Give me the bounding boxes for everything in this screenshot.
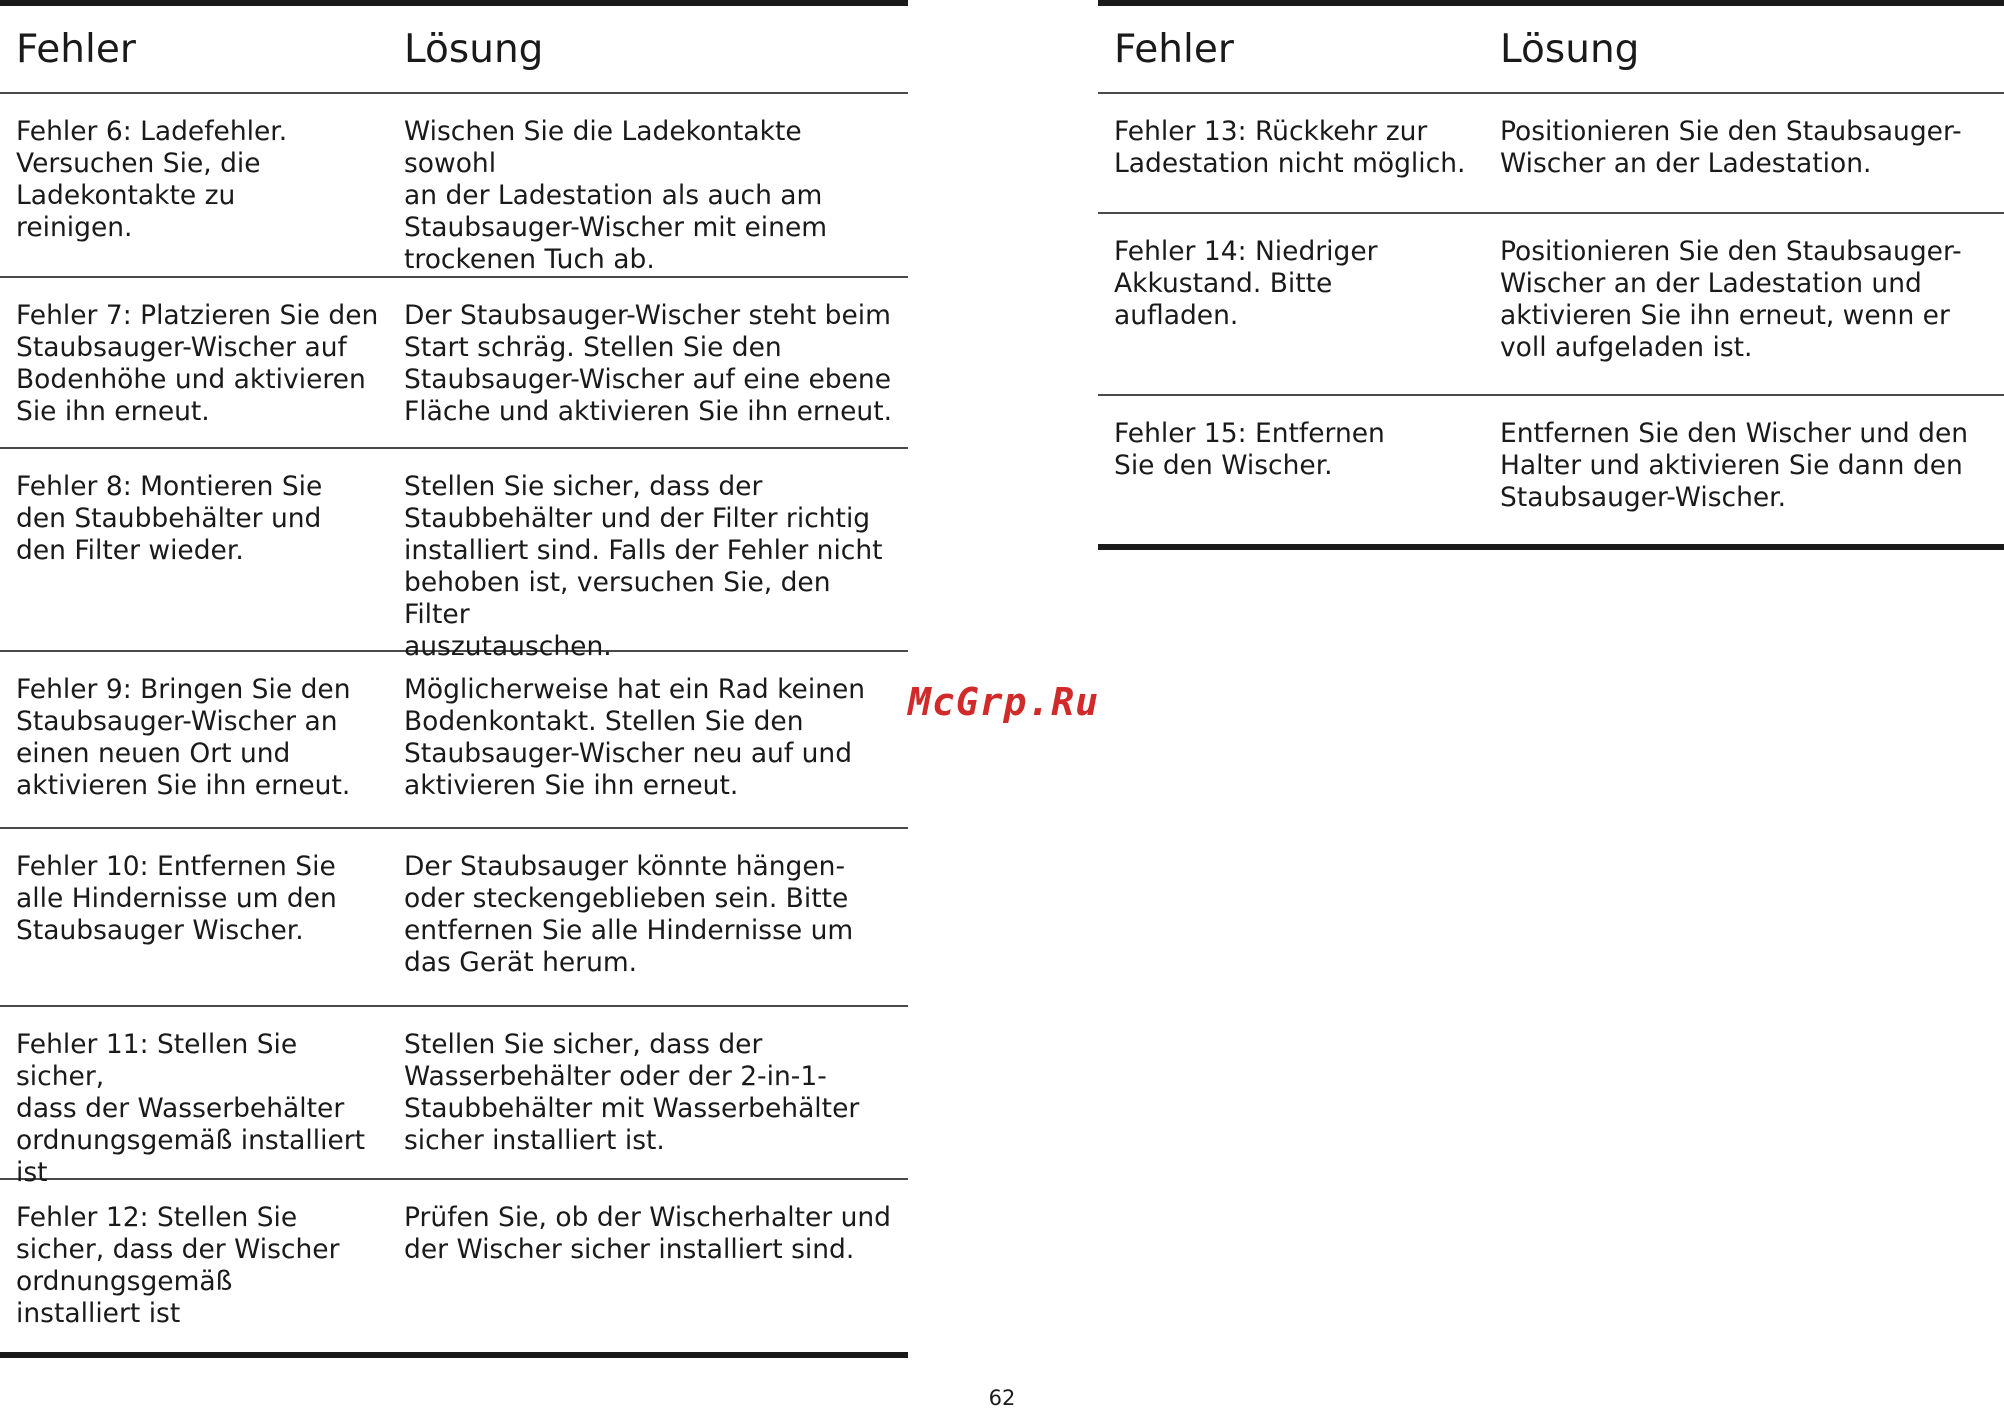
table-row: [1098, 214, 2004, 396]
table-row: [0, 829, 908, 1007]
troubleshooting-table-right: [1098, 0, 2004, 550]
header-solution: Lösung: [404, 27, 544, 72]
error-cell: Fehler 14: Niedriger Akkustand. Bitte aufladen.: [1114, 236, 1378, 331]
error-cell: Fehler 13: Rückkehr zur Ladestation nicht möglich.: [1114, 116, 1466, 179]
solution-cell: Wischen Sie die Ladekontakte sowohl an der Ladestation als auch am Staubsauger-Wischer mit einem trockenen Tuch ab.: [404, 116, 828, 275]
error-cell: Fehler 8: Montieren Sie den Staubbehälter und den Filter wieder.: [16, 471, 323, 566]
table-row: [0, 94, 908, 278]
error-cell: Fehler 9: Bringen Sie den Staubsauger-Wischer an einen neuen Ort und aktivieren Sie ihn erneut.: [16, 674, 351, 801]
solution-cell: Stellen Sie sicher, dass der Staubbehälter und der Filter richtig installiert sind. Falls der Fehler nicht behoben ist, versuchen Sie, den Filter auszutauschen.: [404, 471, 883, 662]
solution-cell: Stellen Sie sicher, dass der Wasserbehälter oder der 2-in-1- Staubbehälter mit Wasserbehälter sicher installiert ist.: [404, 1029, 860, 1156]
error-cell: Fehler 10: Entfernen Sie alle Hindernisse um den Staubsauger Wischer.: [16, 851, 337, 946]
table-row: [0, 278, 908, 449]
header-error: Fehler: [1114, 27, 1234, 72]
page-number: 62: [988, 1386, 1016, 1410]
solution-cell: Der Staubsauger könnte hängen- oder steckengeblieben sein. Bitte entfernen Sie alle Hindernisse um das Gerät herum.: [404, 851, 854, 978]
solution-cell: Der Staubsauger-Wischer steht beim Start schräg. Stellen Sie den Staubsauger-Wischer auf eine ebene Fläche und aktivieren Sie ihn erneut.: [404, 300, 893, 427]
error-cell: Fehler 7: Platzieren Sie den Staubsauger-Wischer auf Bodenhöhe und aktivieren Sie ihn erneut.: [16, 300, 379, 427]
error-cell: Fehler 11: Stellen Sie sicher, dass der Wasserbehälter ordnungsgemäß installiert ist: [16, 1029, 366, 1188]
table-row: [0, 652, 908, 829]
table-row: [1098, 396, 2004, 544]
table-row: [0, 1007, 908, 1188]
solution-cell: Entfernen Sie den Wischer und den Halter und aktivieren Sie dann den Staubsauger-Wischer.: [1500, 418, 1969, 513]
watermark: McGrp.Ru: [908, 680, 1100, 724]
table-row: [0, 1180, 908, 1352]
table-header: [0, 6, 908, 94]
solution-cell: Positionieren Sie den Staubsauger- Wischer an der Ladestation und aktivieren Sie ihn erneut, wenn er voll aufgeladen ist.: [1500, 236, 1962, 363]
troubleshooting-table-left: [0, 0, 908, 1358]
table-header: [1098, 6, 2004, 94]
solution-cell: Positionieren Sie den Staubsauger- Wischer an der Ladestation.: [1500, 116, 1962, 179]
table-row: [0, 449, 908, 662]
error-cell: Fehler 15: Entfernen Sie den Wischer.: [1114, 418, 1385, 481]
solution-cell: Prüfen Sie, ob der Wischerhalter und der Wischer sicher installiert sind.: [404, 1202, 892, 1265]
error-cell: Fehler 12: Stellen Sie sicher, dass der Wischer ordnungsgemäß installiert ist: [16, 1202, 340, 1329]
solution-cell: Möglicherweise hat ein Rad keinen Bodenkontakt. Stellen Sie den Staubsauger-Wischer neu auf und aktivieren Sie ihn erneut.: [404, 674, 866, 801]
error-cell: Fehler 6: Ladefehler. Versuchen Sie, die Ladekontakte zu reinigen.: [16, 116, 288, 243]
header-error: Fehler: [16, 27, 136, 72]
table-row: [1098, 94, 2004, 214]
header-solution: Lösung: [1500, 27, 1640, 72]
